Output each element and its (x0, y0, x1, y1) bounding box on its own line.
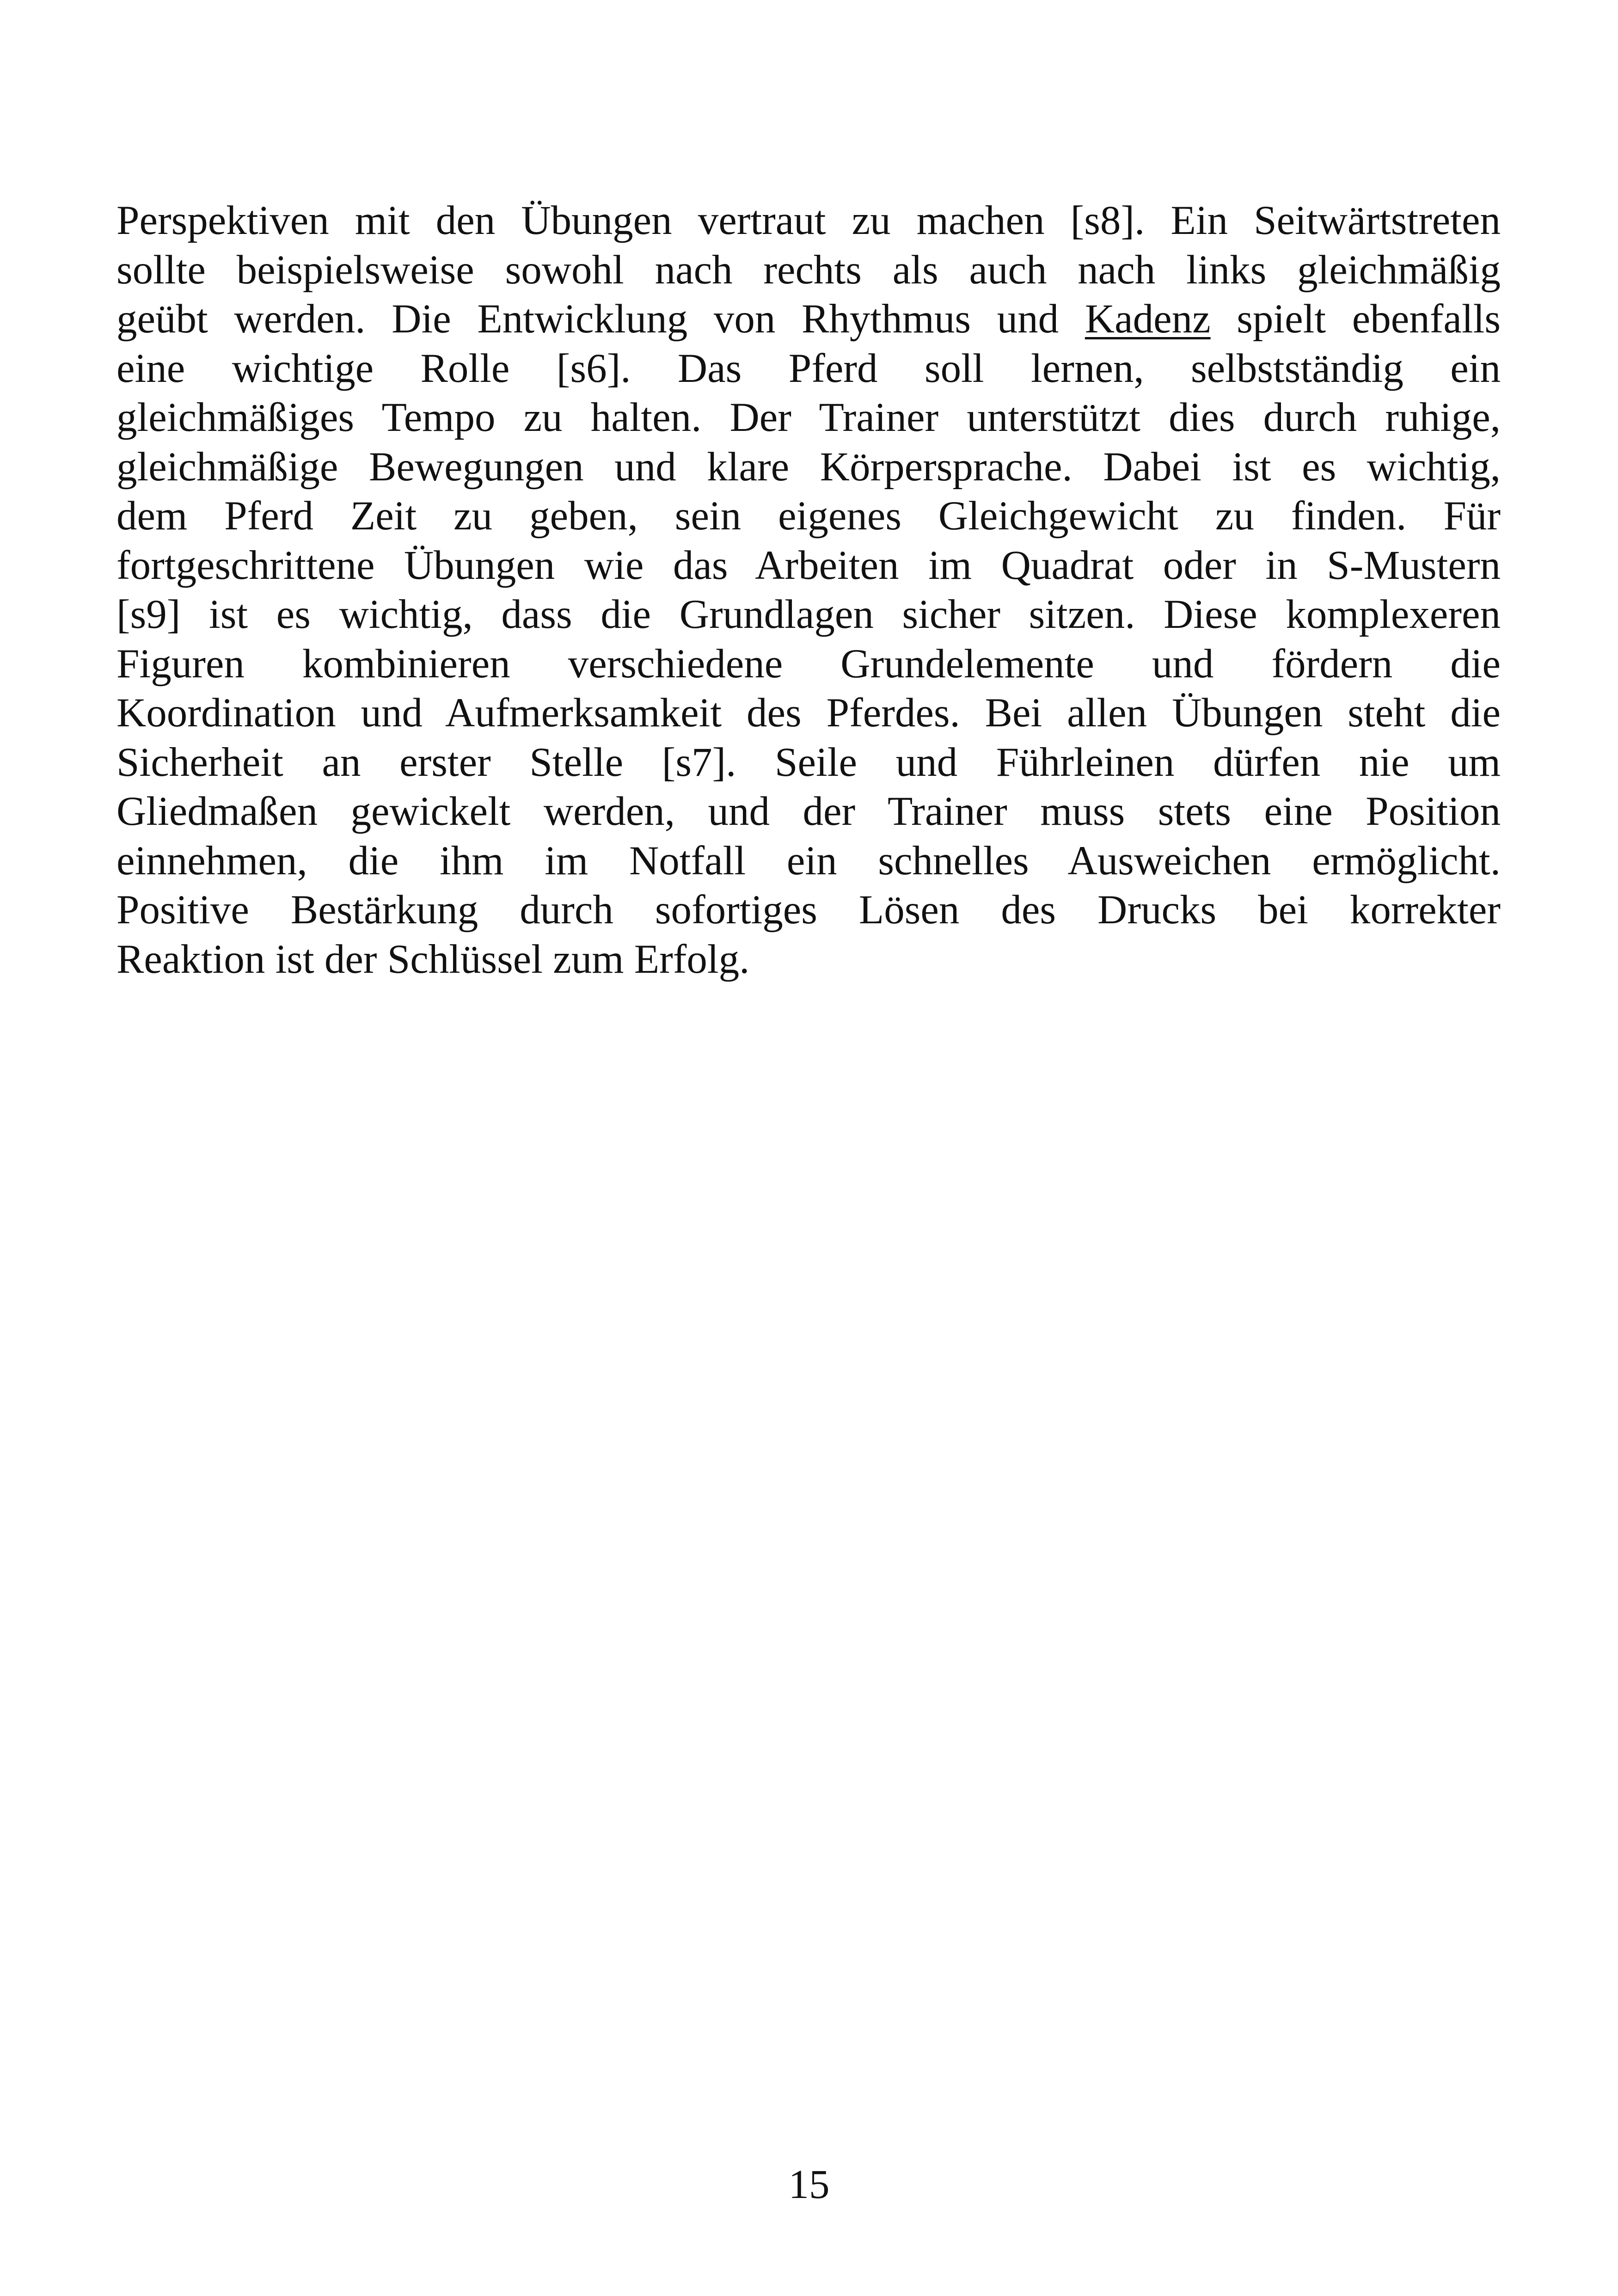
text-line-4: eine wichtige Rolle [s6]. Das Pferd soll lernen, selbstständig ein (116, 345, 1501, 391)
text-line-3 (116, 295, 1501, 344)
text-line-14: einnehmen, die ihm im Notfall ein schnelles Ausweichen ermöglicht. (116, 838, 1501, 884)
text-line-12: Sicherheit an erster Stelle [s7]. Seile und Führleinen dürfen nie um (116, 739, 1501, 785)
text-line-16: Reaktion ist der Schlüssel zum Erfolg. (116, 936, 750, 982)
body-paragraph (116, 196, 1501, 984)
text-line-8: fortgeschrittene Übungen wie das Arbeiten im Quadrat oder in S-Mustern (116, 542, 1501, 588)
text-line-11: Koordination und Aufmerksamkeit des Pferdes. Bei allen Übungen steht die (116, 690, 1501, 736)
text-line-13: Gliedmaßen gewickelt werden, und der Trainer muss stets eine Position (116, 789, 1501, 834)
text-line-9: [s9] ist es wichtig, dass die Grundlagen sicher sitzen. Diese komplexeren (116, 592, 1501, 637)
page-number: 15 (788, 2162, 830, 2207)
text-line-3-start: geübt werden. Die Entwicklung von Rhythmus und (116, 296, 1085, 342)
text-line-2: sollte beispielsweise sowohl nach rechts als auch nach links gleichmäßig (116, 247, 1501, 293)
text-line-3-end: spielt ebenfalls (1210, 296, 1501, 342)
text-line-7: dem Pferd Zeit zu geben, sein eigenes Gleichgewicht zu finden. Für (116, 493, 1501, 539)
text-line-1: Perspektiven mit den Übungen vertraut zu machen [s8]. Ein Seitwärtstreten (116, 198, 1501, 243)
kadenz-link[interactable]: Kadenz (1085, 296, 1211, 342)
text-line-10: Figuren kombinieren verschiedene Grundelemente und fördern die (116, 641, 1501, 687)
text-line-15: Positive Bestärkung durch sofortiges Lösen des Drucks bei korrekter (116, 887, 1501, 933)
text-line-5: gleichmäßiges Tempo zu halten. Der Trainer unterstützt dies durch ruhige, (116, 395, 1501, 440)
text-line-6: gleichmäßige Bewegungen und klare Körpersprache. Dabei ist es wichtig, (116, 444, 1501, 490)
